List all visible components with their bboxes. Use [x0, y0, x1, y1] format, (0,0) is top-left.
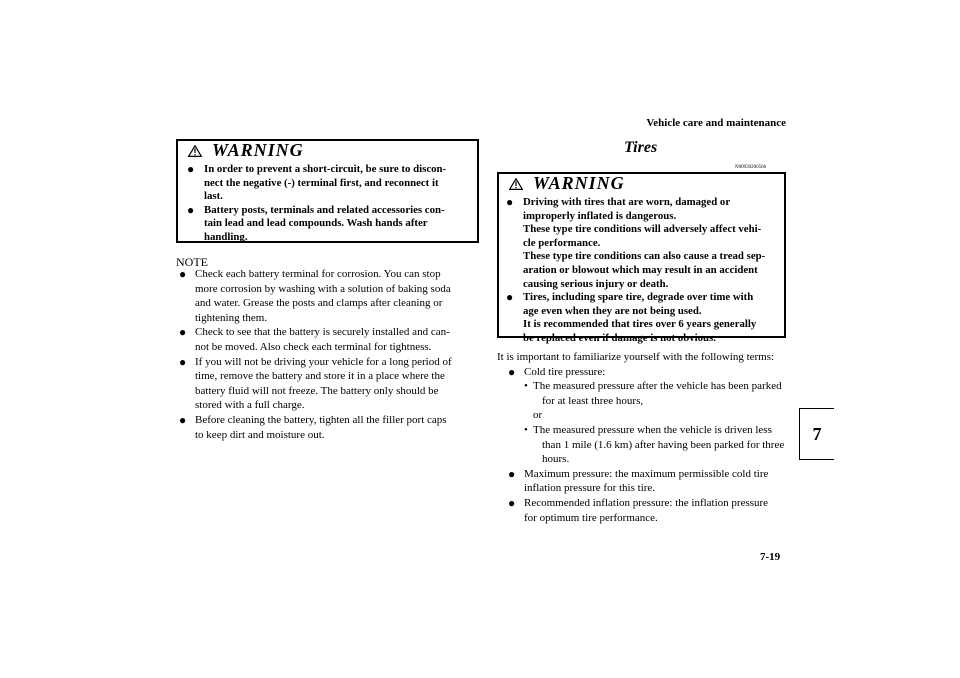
note-line: and water. Grease the posts and clamps after cleaning or [195, 297, 443, 310]
page-number: 7-19 [760, 551, 781, 563]
warning-line: It is recommended that tires over 6 years generally [523, 318, 757, 331]
warning-line: tain lead and lead compounds. Wash hands after [204, 217, 428, 230]
warning-line: improperly inflated is dangerous. [523, 209, 677, 222]
note-line: Check to see that the battery is securely installed and can- [195, 326, 450, 339]
sub-bullet-icon: • [524, 380, 528, 393]
term-line: inflation pressure for this tire. [524, 482, 656, 495]
bullet-icon: ● [179, 267, 187, 281]
warning-line: handling. [204, 230, 248, 243]
chapter-tab: 7 [799, 408, 834, 460]
warning-item [184, 204, 471, 245]
term-item-cold-tire-pressure [505, 365, 784, 467]
warning-line: cle performance. [523, 236, 601, 249]
warning-triangle-icon [509, 178, 523, 190]
warning-item [503, 291, 778, 345]
bullet-icon: ● [187, 202, 195, 217]
note-list [176, 267, 476, 442]
warning-line: In order to prevent a short-circuit, be sure to discon- [204, 163, 447, 175]
warning-title: WARNING [533, 173, 625, 193]
note-line: tightening them. [195, 311, 268, 324]
note-item [176, 413, 476, 442]
bullet-icon: ● [179, 325, 187, 340]
note-item [176, 355, 476, 413]
note-line: more corrosion by washing with a solution of baking soda [195, 282, 451, 295]
warning-item [184, 163, 471, 204]
bullet-icon: ● [508, 495, 516, 510]
note-item [176, 267, 476, 325]
warning-line: causing serious injury or death. [523, 277, 669, 290]
bullet-icon: ● [506, 195, 514, 209]
term-label: Cold tire pressure: [524, 365, 606, 378]
warning-triangle-icon [188, 145, 202, 157]
sub-bullet-icon: • [524, 423, 528, 436]
warning-line: age even when they are not being used. [523, 304, 702, 317]
warning-line: Tires, including spare tire, degrade over time with [523, 291, 754, 304]
warning-header [499, 174, 784, 196]
warning-header [178, 141, 477, 163]
term-line: Maximum pressure: the maximum permissible cold tire [524, 467, 769, 480]
term-line: for optimum tire performance. [524, 511, 658, 524]
note-line: Check each battery terminal for corrosion. You can stop [195, 268, 441, 280]
bullet-icon: ● [179, 354, 187, 369]
intro-text: It is important to familiarize yourself with the following terms: [497, 351, 775, 363]
note-line: time, remove the battery and store it in a place where the [195, 370, 445, 383]
bullet-icon: ● [506, 290, 514, 305]
sub-item [524, 379, 784, 408]
sub-line: than 1 mile (1.6 km) after having been parked for three [542, 438, 785, 451]
bullet-icon: ● [187, 162, 195, 176]
section-header: Vehicle care and maintenance [646, 117, 786, 129]
sub-line: The measured pressure after the vehicle has been parked [533, 380, 782, 393]
sub-line: hours. [542, 453, 570, 466]
warning-list [178, 163, 477, 245]
note-line: Before cleaning the battery, tighten all the filler port caps [195, 413, 447, 426]
warning-line: These type tire conditions can also cause a tread sep- [523, 250, 766, 263]
reference-code: N00939200566 [735, 165, 767, 170]
warning-line: These type tire conditions will adversely affect vehi- [523, 223, 762, 236]
warning-line: Battery posts, terminals and related accessories con- [204, 203, 445, 216]
warning-list [499, 196, 784, 346]
warning-line: nect the negative (-) terminal first, and reconnect it [204, 176, 439, 189]
tire-terms-section [497, 350, 784, 525]
term-item-maximum-pressure [505, 467, 784, 496]
note-line: stored with a full charge. [195, 399, 305, 412]
term-item-recommended-pressure [505, 496, 784, 525]
warning-line: be replaced even if damage is not obvious. [523, 331, 716, 344]
sub-line: The measured pressure when the vehicle is driven less [533, 423, 772, 436]
or-text: or [533, 409, 543, 422]
note-line: not be moved. Also check each terminal for tightness. [195, 340, 432, 353]
warning-title: WARNING [212, 140, 304, 160]
sub-item [524, 423, 784, 467]
term-line: Recommended inflation pressure: the inflation pressure [524, 496, 769, 509]
note-label: NOTE [176, 255, 208, 269]
note-line: If you will not be driving your vehicle for a long period of [195, 355, 452, 368]
battery-warning-box [176, 139, 479, 243]
bullet-icon: ● [179, 412, 187, 427]
note-line: to keep dirt and moisture out. [195, 428, 325, 441]
warning-line: aration or blowout which may result in an accident [523, 263, 758, 276]
section-title-tires: Tires [624, 139, 658, 156]
warning-line: Driving with tires that are worn, damaged or [523, 196, 731, 208]
tires-warning-box [497, 172, 786, 344]
terms-list [505, 365, 784, 526]
bullet-icon: ● [508, 466, 516, 481]
sub-line: for at least three hours, [542, 394, 644, 407]
note-line: battery fluid will not freeze. The battery only should be [195, 384, 439, 397]
warning-line: last. [204, 190, 223, 203]
note-item [176, 325, 476, 354]
bullet-icon: ● [508, 364, 516, 379]
warning-item [503, 196, 778, 291]
